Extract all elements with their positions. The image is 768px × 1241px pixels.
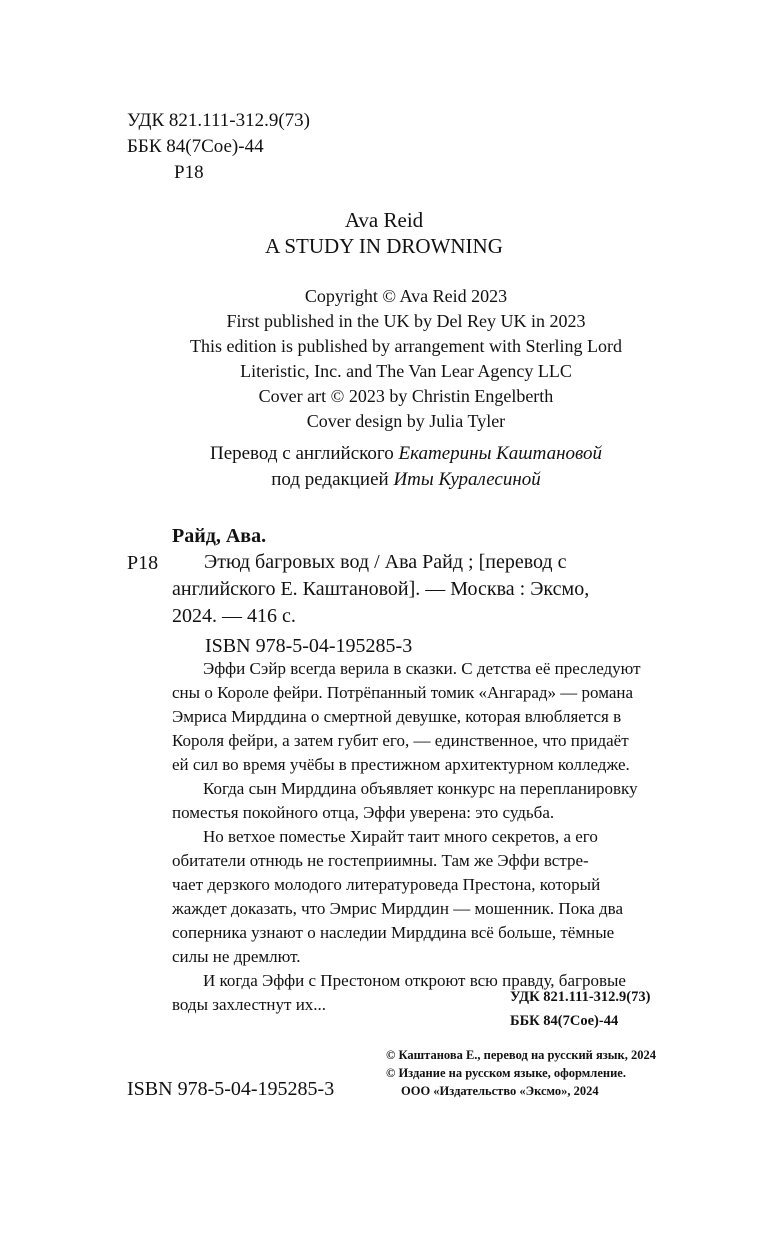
rights-block bbox=[0, 284, 768, 434]
russian-copyright bbox=[386, 1046, 656, 1100]
description-line: английского Е. Каштановой]. — Москва : Эксмо, bbox=[172, 578, 590, 600]
record-author-mark: Р18 bbox=[127, 552, 159, 574]
rights-line: This edition is published by arrangement with Sterling Lord bbox=[190, 336, 622, 356]
annotation-line: Короля фейри, а затем губит его, — единственное, что придаёт bbox=[172, 731, 629, 750]
translator-name: Екатерины Каштановой bbox=[398, 443, 603, 464]
copyright-line: ООО «Издательство «Эксмо», 2024 bbox=[401, 1084, 599, 1098]
record-description bbox=[172, 549, 672, 630]
original-title: A STUDY IN DROWNING bbox=[265, 234, 503, 258]
annotation-line: соперника узнают о наследии Мирддина всё больше, тёмные bbox=[172, 923, 615, 942]
editor-line bbox=[0, 467, 768, 493]
annotation-line: поместья покойного отца, Эффи уверена: это судьба. bbox=[172, 803, 555, 822]
author-mark: Р18 bbox=[174, 162, 204, 183]
udk-code: УДК 821.111-312.9(73) bbox=[510, 989, 651, 1005]
annotation-line: Эффи Сэйр всегда верила в сказки. С детства её преследуют bbox=[203, 659, 641, 678]
annotation-line: воды захлестнут их... bbox=[172, 995, 327, 1014]
annotation-line: жаждет доказать, что Эмрис Мирддин — мошенник. Пока два bbox=[172, 899, 623, 918]
annotation-line: Когда сын Мирддина объявляет конкурс на перепланировку bbox=[203, 779, 638, 798]
rights-line: Copyright © Ava Reid 2023 bbox=[304, 286, 508, 306]
description-line: 2024. — 416 с. bbox=[172, 605, 296, 627]
annotation-line: ей сил во время учёбы в престижном архитектурном колледже. bbox=[172, 755, 630, 774]
annotation-line: Эмриса Мирддина о смертной девушке, которая влюбляется в bbox=[172, 707, 622, 726]
editor-name: Иты Куралесиной bbox=[393, 469, 541, 490]
original-author: Ava Reid bbox=[344, 208, 424, 232]
copyright-line: © Каштанова Е., перевод на русский язык, 2024 bbox=[386, 1048, 656, 1062]
description-line: Этюд багровых вод / Ава Райд ; [перевод с bbox=[204, 551, 567, 573]
copyright-line: © Издание на русском языке, оформление. bbox=[386, 1066, 626, 1080]
isbn-bottom: ISBN 978-5-04-195285-3 bbox=[127, 1078, 335, 1100]
bbk-code: ББК 84(7Сое)-44 bbox=[510, 1013, 619, 1029]
rights-line: Cover design by Julia Tyler bbox=[306, 411, 506, 431]
annotation-line: сны о Короле фейри. Потрёпанный томик «Ангарад» — романа bbox=[172, 683, 634, 702]
annotation-line: обитатели отнюдь не гостеприимны. Там же Эффи встре- bbox=[172, 851, 589, 870]
record-author: Райд, Ава. bbox=[172, 525, 267, 547]
bbk-code: ББК 84(7Сое)-44 bbox=[127, 136, 264, 157]
catalog-codes-top bbox=[127, 108, 310, 186]
translator-prefix: Перевод с английского bbox=[209, 443, 399, 464]
record-isbn: ISBN 978-5-04-195285-3 bbox=[205, 635, 413, 657]
catalog-codes-bottom bbox=[510, 985, 650, 1033]
translator-line bbox=[0, 441, 768, 467]
annotation bbox=[172, 657, 687, 1017]
annotation-line: Но ветхое поместье Хирайт таит много секретов, а его bbox=[203, 827, 598, 846]
rights-line: First published in the UK by Del Rey UK in 2023 bbox=[226, 311, 586, 331]
annotation-line: силы не дремлют. bbox=[172, 947, 301, 966]
annotation-line: И когда Эффи с Престоном откроют всю правду, багровые bbox=[203, 971, 626, 990]
rights-line: Literistic, Inc. and The Van Lear Agency LLC bbox=[240, 361, 572, 381]
udk-code: УДК 821.111-312.9(73) bbox=[127, 110, 310, 131]
rights-line: Cover art © 2023 by Christin Engelberth bbox=[258, 386, 554, 406]
editor-prefix: под редакцией bbox=[271, 469, 394, 490]
annotation-line: чает дерзкого молодого литературоведа Престона, который bbox=[172, 875, 601, 894]
translation-credits bbox=[0, 441, 768, 493]
